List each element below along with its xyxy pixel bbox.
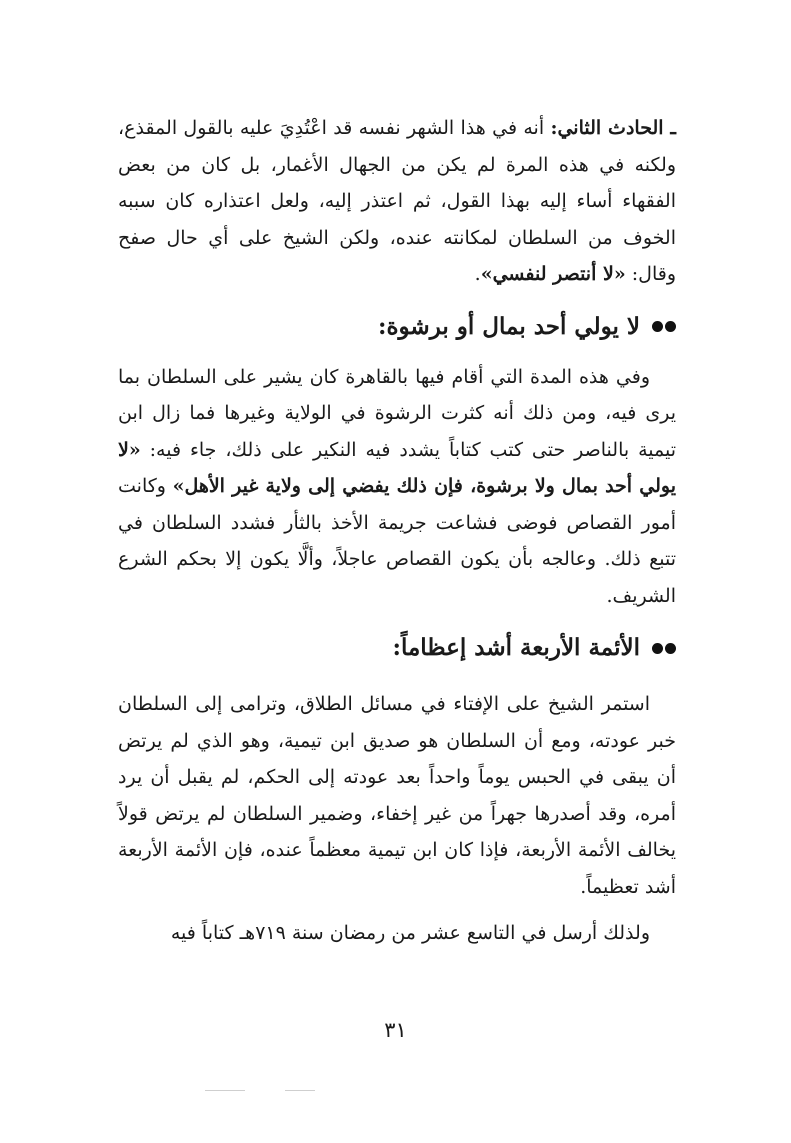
paragraph-text: وفي هذه المدة التي أقام فيها بالقاهرة كان يشير على السلطان بما يرى فيه، ومن ذلك أنه كثرت الرشوة في الولاية وغيرها فما زال ابن تيمية بالناصر حتى كتب كتاباً يشدد فيه النكير على ذلك، جاء فيه: (118, 365, 676, 461)
quote-text: «لا أنتصر لنفسي» (480, 263, 626, 285)
quote-text: «لا يولي أحد بمال ولا برشوة، فإن ذلك يفضي إلى ولاية غير الأهل» (118, 438, 676, 497)
bullet-icon (652, 321, 676, 332)
incident-lead: ـ الحادث الثاني: (550, 117, 676, 139)
page-number: ٣١ (384, 1018, 407, 1042)
heading-text: الأئمة الأربعة أشد إعظاماً: (392, 634, 640, 661)
section-heading-four-imams (118, 628, 676, 668)
section-heading-bribery (118, 307, 676, 347)
scan-artifact (205, 1090, 245, 1091)
paragraph-second-incident (118, 110, 676, 293)
paragraph-letter: ولذلك أرسل في التاسع عشر من رمضان سنة ٧١٩هـ كتاباً فيه (170, 922, 650, 944)
paragraph-bribery (118, 359, 676, 615)
paragraph-rest: وكانت أمور القصاص فوضى فشاعت جريمة الأخذ بالثأر فشدد السلطان في تتبع ذلك. وعالجه بأن يكون القصاص عاجلاً، وألَّا يكون إلا بحكم الشرع الشريف. (118, 475, 676, 607)
paragraph-end: . (474, 263, 481, 285)
bullet-icon (652, 643, 676, 654)
paragraph-four-imams: استمر الشيخ على الإفتاء في مسائل الطلاق، وترامى إلى السلطان خبر عودته، ومع أن السلطان هو صديق ابن تيمية، وهو الذي لم يرتض أن يبقى في الحبس يوماً واحداً بعد عودته إلى الحكم، لم يقبل أن يرد أمره، وقد أصدرها جهراً من غير إخفاء، وضمير السلطان لم يرتض قولاً يخالف الأئمة الأربعة، فإذا كان ابن تيمية معظماً عنده، فإن الأئمة الأربعة أشد تعظيماً. (118, 693, 676, 898)
heading-text: لا يولي أحد بمال أو برشوة: (378, 312, 640, 340)
book-page (118, 110, 676, 952)
paragraph-text: أنه في هذا الشهر نفسه قد اعْتُدِيَ عليه بالقول المقذع، ولكنه في هذه المرة لم يكن من الجهال الأغمار، بل كان من بعض الفقهاء أساء إليه بهذا القول، ثم اعتذر إليه، ولعل اعتذاره كان سببه الخوف من السلطان لمكانته عنده، ولكن الشيخ على أي حال صفح وقال: (118, 117, 676, 285)
scan-artifact (285, 1090, 315, 1091)
